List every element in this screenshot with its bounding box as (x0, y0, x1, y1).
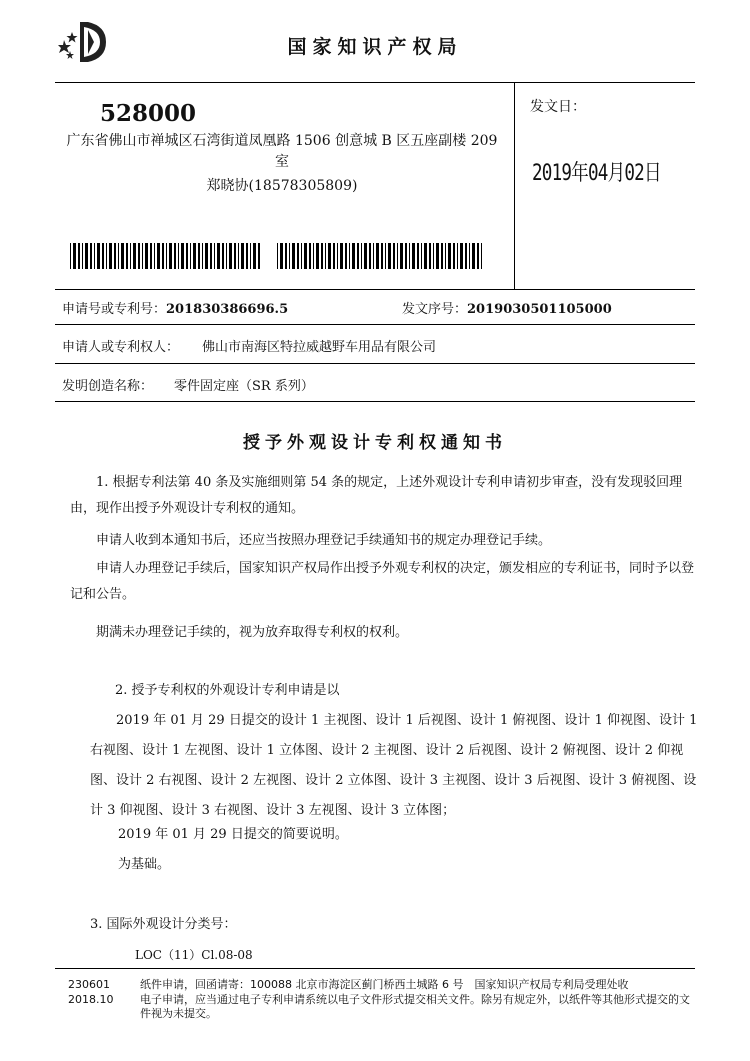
barcode-bar (457, 243, 458, 269)
classification-code: LOC（11）Cl.08-08 (135, 948, 253, 962)
barcode-bar (70, 243, 71, 269)
paragraph-2: 申请人收到本通知书后，还应当按照办理登记手续通知书的规定办理登记手续。 (96, 533, 552, 548)
barcode-bar (246, 243, 248, 269)
issue-date-label: 发文日： (530, 99, 586, 115)
barcode-bar (357, 243, 359, 269)
barcode-bar (393, 243, 395, 269)
barcode-bar (250, 243, 251, 269)
barcode-bar (289, 243, 290, 269)
barcode-bar (214, 243, 215, 269)
barcode-bar (226, 243, 227, 269)
barcode-bar (73, 243, 76, 269)
divider-4 (55, 401, 695, 402)
office-name: 国家知识产权局 (287, 36, 463, 58)
barcode-bar (150, 243, 152, 269)
barcode-bar (102, 243, 104, 269)
barcode-bar (292, 243, 295, 269)
paragraph-7: 2019 年 01 月 29 日提交的简要说明。 (118, 827, 348, 842)
barcode-bar (138, 243, 140, 269)
barcode-bar (373, 243, 374, 269)
barcode-bar (321, 243, 323, 269)
barcode-bar (349, 243, 350, 269)
barcode-bar (345, 243, 347, 269)
barcode-bar (436, 243, 439, 269)
serial-value: 2019030501105000 (467, 302, 612, 317)
footer-line-1: 纸件申请，回函请寄：100088 北京市海淀区蓟门桥西土城路 6 号 国家知识产权局专利局受理处收 (140, 978, 629, 991)
barcode-bar (118, 243, 119, 269)
barcode-bar (304, 243, 307, 269)
barcode-bar (313, 243, 314, 269)
barcode-bar (162, 243, 164, 269)
serial-label: 发文序号： (402, 302, 468, 317)
barcode-bar (126, 243, 128, 269)
footer-line-2: 电子申请，应当通过电子专利申请系统以电子文件形式提交相关文件。除另有规定外，以纸件等其他形式提交的文件视为未提交。 (140, 993, 690, 1020)
app-no-label: 申请号或专利号： (62, 302, 167, 317)
barcode-bar (157, 243, 160, 269)
barcode-bar (114, 243, 116, 269)
barcode-bar (381, 243, 383, 269)
barcode-bar (229, 243, 232, 269)
barcode-bar (285, 243, 287, 269)
barcode-bar (82, 243, 83, 269)
divider-2 (55, 324, 695, 325)
barcode-bar (397, 243, 398, 269)
applicant-label: 申请人或专利权人： (62, 340, 180, 355)
barcode-bar (90, 243, 92, 269)
barcode-bar (460, 243, 463, 269)
barcode-bar (133, 243, 136, 269)
barcode-bar (309, 243, 311, 269)
paragraph-8: 为基础。 (118, 857, 171, 872)
barcode-bar (121, 243, 124, 269)
barcode-bar (417, 243, 419, 269)
barcode-bar (424, 243, 427, 269)
barcode-bar (297, 243, 299, 269)
barcode-bar (364, 243, 367, 269)
barcode-bar (481, 243, 482, 269)
barcode-bar (445, 243, 446, 269)
barcode-bar (97, 243, 100, 269)
barcode-bar (385, 243, 386, 269)
barcode-bar (166, 243, 167, 269)
barcode-bar (222, 243, 224, 269)
barcode-bar (328, 243, 331, 269)
barcode-bar (109, 243, 112, 269)
barcode-bar (469, 243, 470, 269)
barcode-bar (130, 243, 131, 269)
applicant-field (62, 336, 436, 355)
app-no-field (62, 298, 288, 317)
barcode-bar (190, 243, 191, 269)
barcode-bar (238, 243, 239, 269)
header-divider (55, 82, 695, 83)
barcode-bar (325, 243, 326, 269)
barcode-bar (217, 243, 220, 269)
barcode-bar (198, 243, 200, 269)
barcode-bar (337, 243, 338, 269)
form-date: 2018.10 (68, 993, 114, 1006)
barcode-bar (412, 243, 415, 269)
barcode-bar (181, 243, 184, 269)
title-value: 零件固定座（SR 系列） (174, 379, 314, 394)
barcode-bar (186, 243, 188, 269)
barcode-bar (142, 243, 143, 269)
barcode-bar (258, 243, 260, 269)
recipient-postcode: 528000 (100, 100, 197, 127)
serial-field (402, 298, 612, 317)
header-vertical-divider (514, 82, 515, 289)
barcode-bar (178, 243, 179, 269)
issue-date-value: 2019年04月02日 (532, 161, 661, 186)
barcode-bar (301, 243, 302, 269)
barcode-bar (400, 243, 403, 269)
barcode-bar (106, 243, 107, 269)
barcode-bar (169, 243, 172, 269)
barcode-bar (441, 243, 443, 269)
barcode-bar (465, 243, 467, 269)
barcode-bar (448, 243, 451, 269)
barcode-right (277, 243, 482, 269)
title-label: 发明创造名称： (62, 379, 154, 394)
barcode-bar (277, 243, 278, 269)
paragraph-3: 申请人办理登记手续后，国家知识产权局作出授予外观专利权的决定，颁发相应的专利证书，同时予以登记和公告。 (70, 561, 695, 602)
divider-3 (55, 363, 695, 364)
barcode-bar (376, 243, 379, 269)
title-field (62, 375, 314, 394)
applicant-value: 佛山市南海区特拉威越野车用品有限公司 (202, 340, 437, 355)
barcode-bar (205, 243, 208, 269)
barcode-bar (453, 243, 455, 269)
app-no-value: 201830386696.5 (166, 302, 289, 317)
barcode-bar (145, 243, 148, 269)
barcode-bar (433, 243, 434, 269)
paragraph-9: 3. 国际外观设计分类号： (90, 917, 237, 932)
barcode-bar (280, 243, 283, 269)
footer-divider (55, 968, 695, 969)
form-code: 230601 (68, 978, 110, 991)
barcode-bar (78, 243, 80, 269)
barcode-bar (340, 243, 343, 269)
recipient-address: 广东省佛山市禅城区石湾街道凤凰路 1506 创意城 B 区五座副楼 209 室 (66, 133, 498, 170)
divider-1 (55, 289, 695, 290)
barcode-bar (316, 243, 319, 269)
barcode-bar (174, 243, 176, 269)
barcode-bar (85, 243, 88, 269)
paragraph-6: 2019 年 01 月 29 日提交的设计 1 主视图、设计 1 后视图、设计 1 俯视图、设计 1 仰视图、设计 1 右视图、设计 1 左视图、设计 1 立体图、设计 2 主视图、设计 2 后视图、设计 2 俯视图、设计 2 仰视图、设计 2 右视图、设计 2 左视图、设计 2 立体图、设计 3 主视图、设计 3 后视图、设计 3 俯视图、设计 3 仰视图、设计 3 右视图、设计 3 左视图、设计 3 立体图； (90, 713, 698, 818)
document-title: 授予外观设计专利权通知书 (243, 433, 507, 453)
barcode-bar (154, 243, 155, 269)
paragraph-1: 1. 根据专利法第 40 条及实施细则第 54 条的规定，上述外观设计专利申请初步审查，没有发现驳回理由，现作出授予外观设计专利权的通知。 (70, 475, 683, 516)
barcode-bar (352, 243, 355, 269)
barcode-bar (405, 243, 407, 269)
barcode-bar (477, 243, 479, 269)
barcode-bar (202, 243, 203, 269)
barcode-bar (388, 243, 391, 269)
barcode-left (70, 243, 260, 269)
barcode-bar (429, 243, 431, 269)
barcode-bar (333, 243, 335, 269)
barcode-bar (94, 243, 95, 269)
barcode-bar (241, 243, 244, 269)
barcode-bar (472, 243, 475, 269)
recipient-contact: 郑晓协(18578305809) (206, 178, 358, 194)
paragraph-5: 2. 授予专利权的外观设计专利申请是以 (115, 683, 340, 698)
barcode-bar (361, 243, 362, 269)
barcode-bar (369, 243, 371, 269)
barcode-bar (193, 243, 196, 269)
paragraph-4: 期满未办理登记手续的，视为放弃取得专利权的权利。 (96, 625, 409, 640)
barcode-bar (421, 243, 422, 269)
barcode-bar (253, 243, 256, 269)
barcode-bar (409, 243, 410, 269)
barcode-bar (234, 243, 236, 269)
barcode-bar (210, 243, 212, 269)
